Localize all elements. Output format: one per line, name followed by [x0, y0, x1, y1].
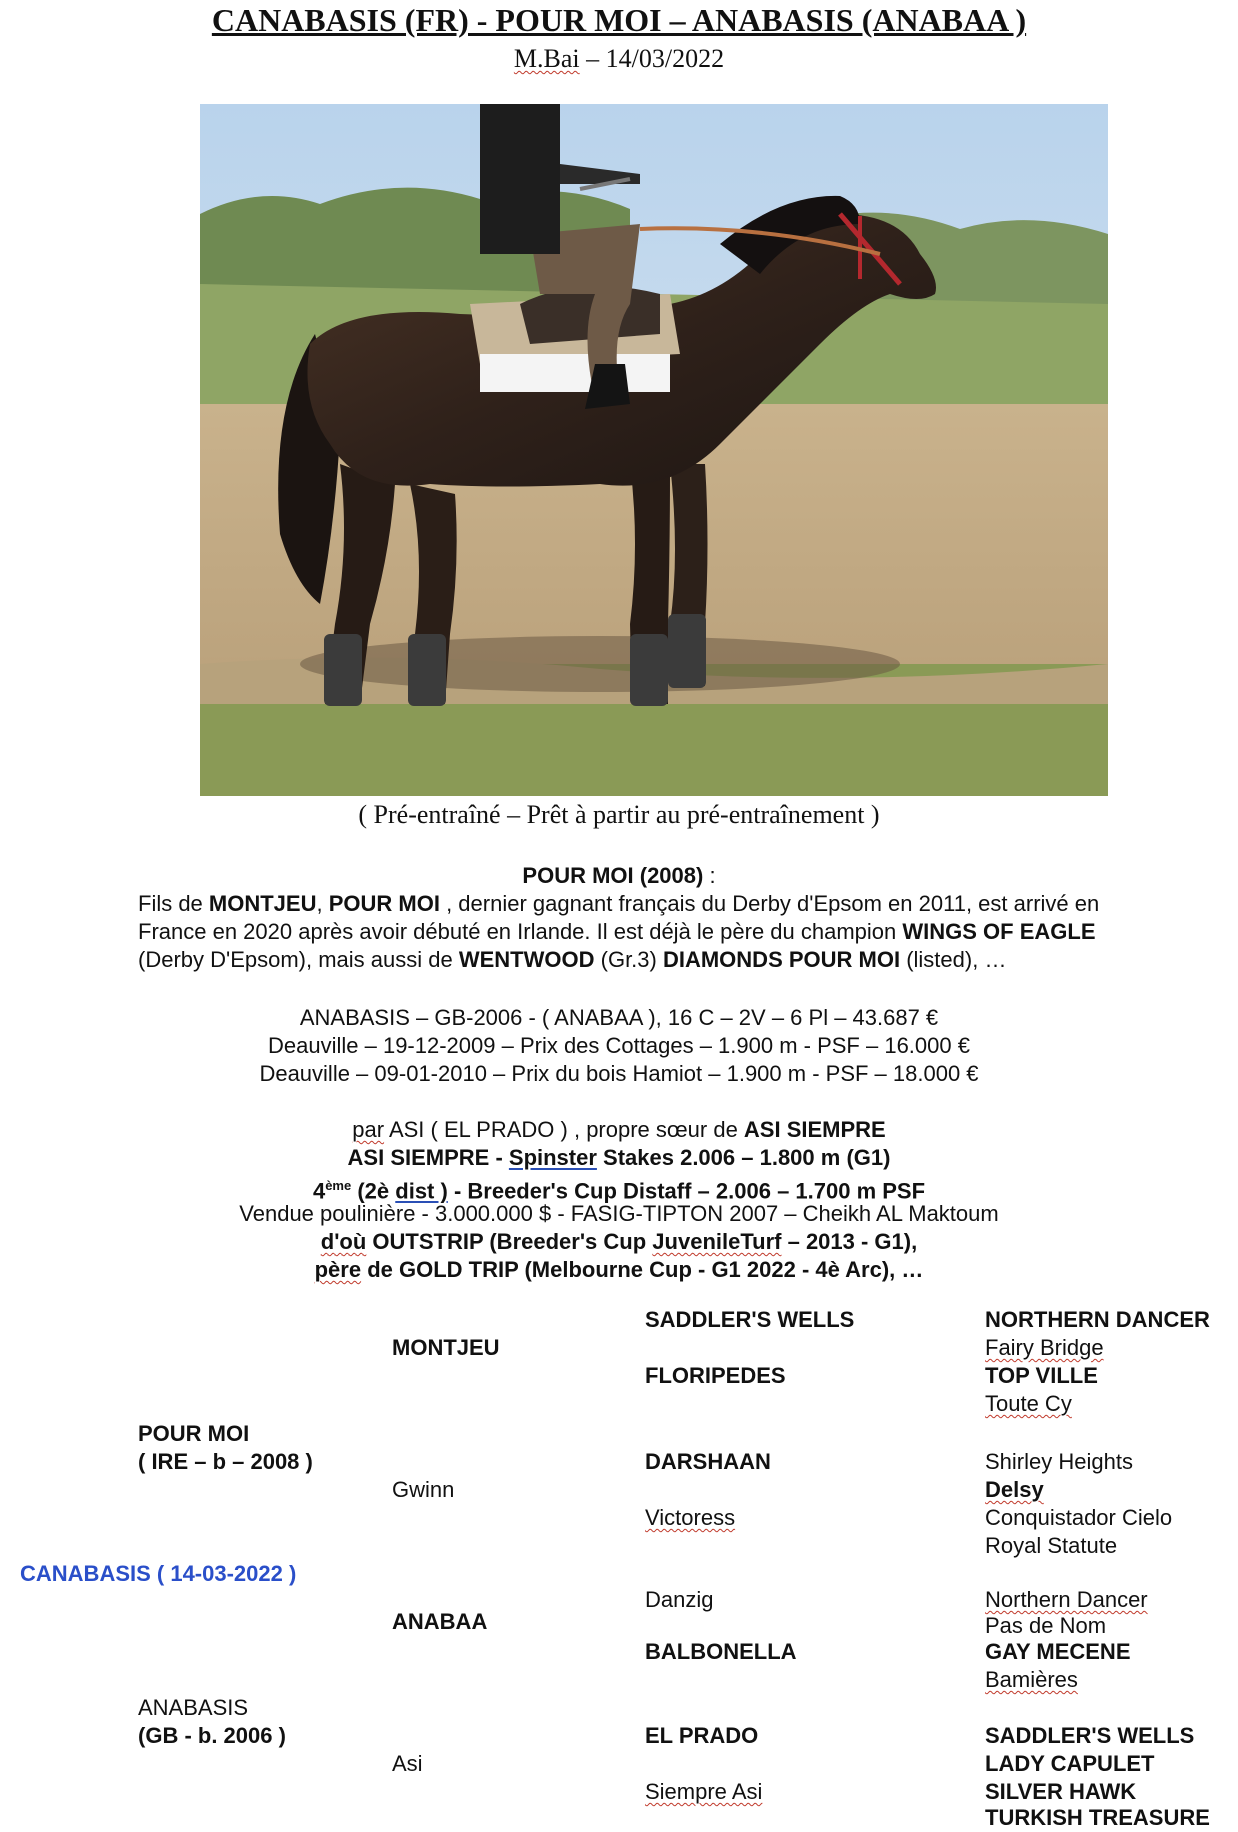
pedigree-g4: Toute Cy	[985, 1391, 1072, 1416]
sire-paragraph-line: Fils de MONTJEU, POUR MOI , dernier gagnant français du Derby d'Epsom en 2011, est arrivé en	[138, 891, 1100, 916]
second-dam-line: 4ème (2è dist ) - Breeder's Cup Distaff – 2.006 – 1.700 m PSF	[312, 1178, 926, 1204]
pedigree-g4: SILVER HAWK	[985, 1779, 1137, 1804]
dam-record: ANABASIS – GB-2006 - ( ANABAA ), 16 C – 2V – 6 Pl – 43.687 €	[299, 1005, 939, 1030]
pedigree-g4: Delsy	[985, 1477, 1044, 1502]
second-dam-line: d'où OUTSTRIP (Breeder's Cup JuvenileTurf – 2013 - G1),	[320, 1229, 918, 1254]
pedigree-g3: Victoress	[645, 1505, 736, 1530]
page-title: CANABASIS (FR) - POUR MOI – ANABASIS (ANABAA )	[211, 2, 1027, 38]
pedigree-g4: Northern Dancer	[985, 1587, 1148, 1612]
dam-win: Deauville – 09-01-2010 – Prix du bois Hamiot – 1.900 m - PSF – 18.000 €	[259, 1061, 979, 1086]
pedigree-sire-info: ( IRE – b – 2008 )	[138, 1449, 313, 1474]
pedigree-g4: Fairy Bridge	[985, 1335, 1104, 1360]
pedigree-g4: SADDLER'S WELLS	[985, 1723, 1195, 1748]
pedigree-g4: Bamières	[985, 1667, 1078, 1692]
pedigree-g4: Royal Statute	[985, 1533, 1118, 1558]
pedigree-dam-info: (GB - b. 2006 )	[138, 1723, 286, 1748]
pedigree-g4: NORTHERN DANCER	[985, 1307, 1210, 1332]
sire-paragraph-line: France en 2020 après avoir débuté en Irlande. Il est déjà le père du champion WINGS OF EAGLE	[138, 919, 1096, 944]
pedigree-g4: Shirley Heights	[985, 1449, 1133, 1474]
pedigree-g4: LADY CAPULET	[985, 1751, 1155, 1776]
photo-caption: ( Pré-entraîné – Prêt à partir au pré-entraînement )	[358, 800, 880, 829]
pedigree-g2: Asi	[392, 1751, 423, 1776]
sire-heading: POUR MOI (2008) :	[522, 863, 716, 888]
pedigree-g2: ANABAA	[392, 1609, 488, 1634]
pedigree-g4: Conquistador Cielo	[985, 1505, 1173, 1530]
pedigree-g2: Gwinn	[392, 1477, 455, 1502]
pedigree-g3: DARSHAAN	[645, 1449, 771, 1474]
pedigree-g4: TURKISH TREASURE	[985, 1805, 1210, 1830]
second-dam-line: père de GOLD TRIP (Melbourne Cup - G1 2022 - 4è Arc), …	[314, 1257, 924, 1282]
pedigree-g3: Siempre Asi	[645, 1779, 763, 1804]
pedigree-g2: MONTJEU	[392, 1335, 500, 1360]
second-dam-line: ASI SIEMPRE - Spinster Stakes 2.006 – 1.800 m (G1)	[347, 1145, 891, 1170]
document-date: 14/03/2022	[605, 44, 725, 73]
pedigree-g3: BALBONELLA	[645, 1639, 797, 1664]
second-dam-line: par ASI ( EL PRADO ) , propre sœur de ASI SIEMPRE	[352, 1117, 886, 1142]
pedigree-g3: EL PRADO	[645, 1723, 759, 1748]
sire-paragraph-line: (Derby D'Epsom), mais aussi de WENTWOOD (Gr.3) DIAMONDS POUR MOI (listed), …	[138, 947, 1007, 972]
pedigree-g4: TOP VILLE	[985, 1363, 1098, 1388]
pedigree-g3: Danzig	[645, 1587, 714, 1612]
horse-photo	[200, 104, 1108, 796]
author-name: M.Bai	[513, 44, 580, 73]
dam-win: Deauville – 19-12-2009 – Prix des Cottages – 1.900 m - PSF – 16.000 €	[268, 1033, 970, 1058]
pedigree-sire: POUR MOI	[138, 1421, 250, 1446]
page-subtitle: M.Bai – 14/03/2022	[513, 44, 725, 73]
pedigree-subject: CANABASIS ( 14-03-2022 )	[20, 1561, 297, 1586]
pedigree-g3: SADDLER'S WELLS	[645, 1307, 855, 1332]
pedigree-g3: FLORIPEDES	[645, 1363, 786, 1388]
pedigree-g4: Pas de Nom	[985, 1613, 1107, 1638]
pedigree-g4: GAY MECENE	[985, 1639, 1131, 1664]
second-dam-line: Vendue poulinière - 3.000.000 $ - FASIG-TIPTON 2007 – Cheikh AL Maktoum	[239, 1201, 999, 1226]
pedigree-dam: ANABASIS	[138, 1695, 249, 1720]
